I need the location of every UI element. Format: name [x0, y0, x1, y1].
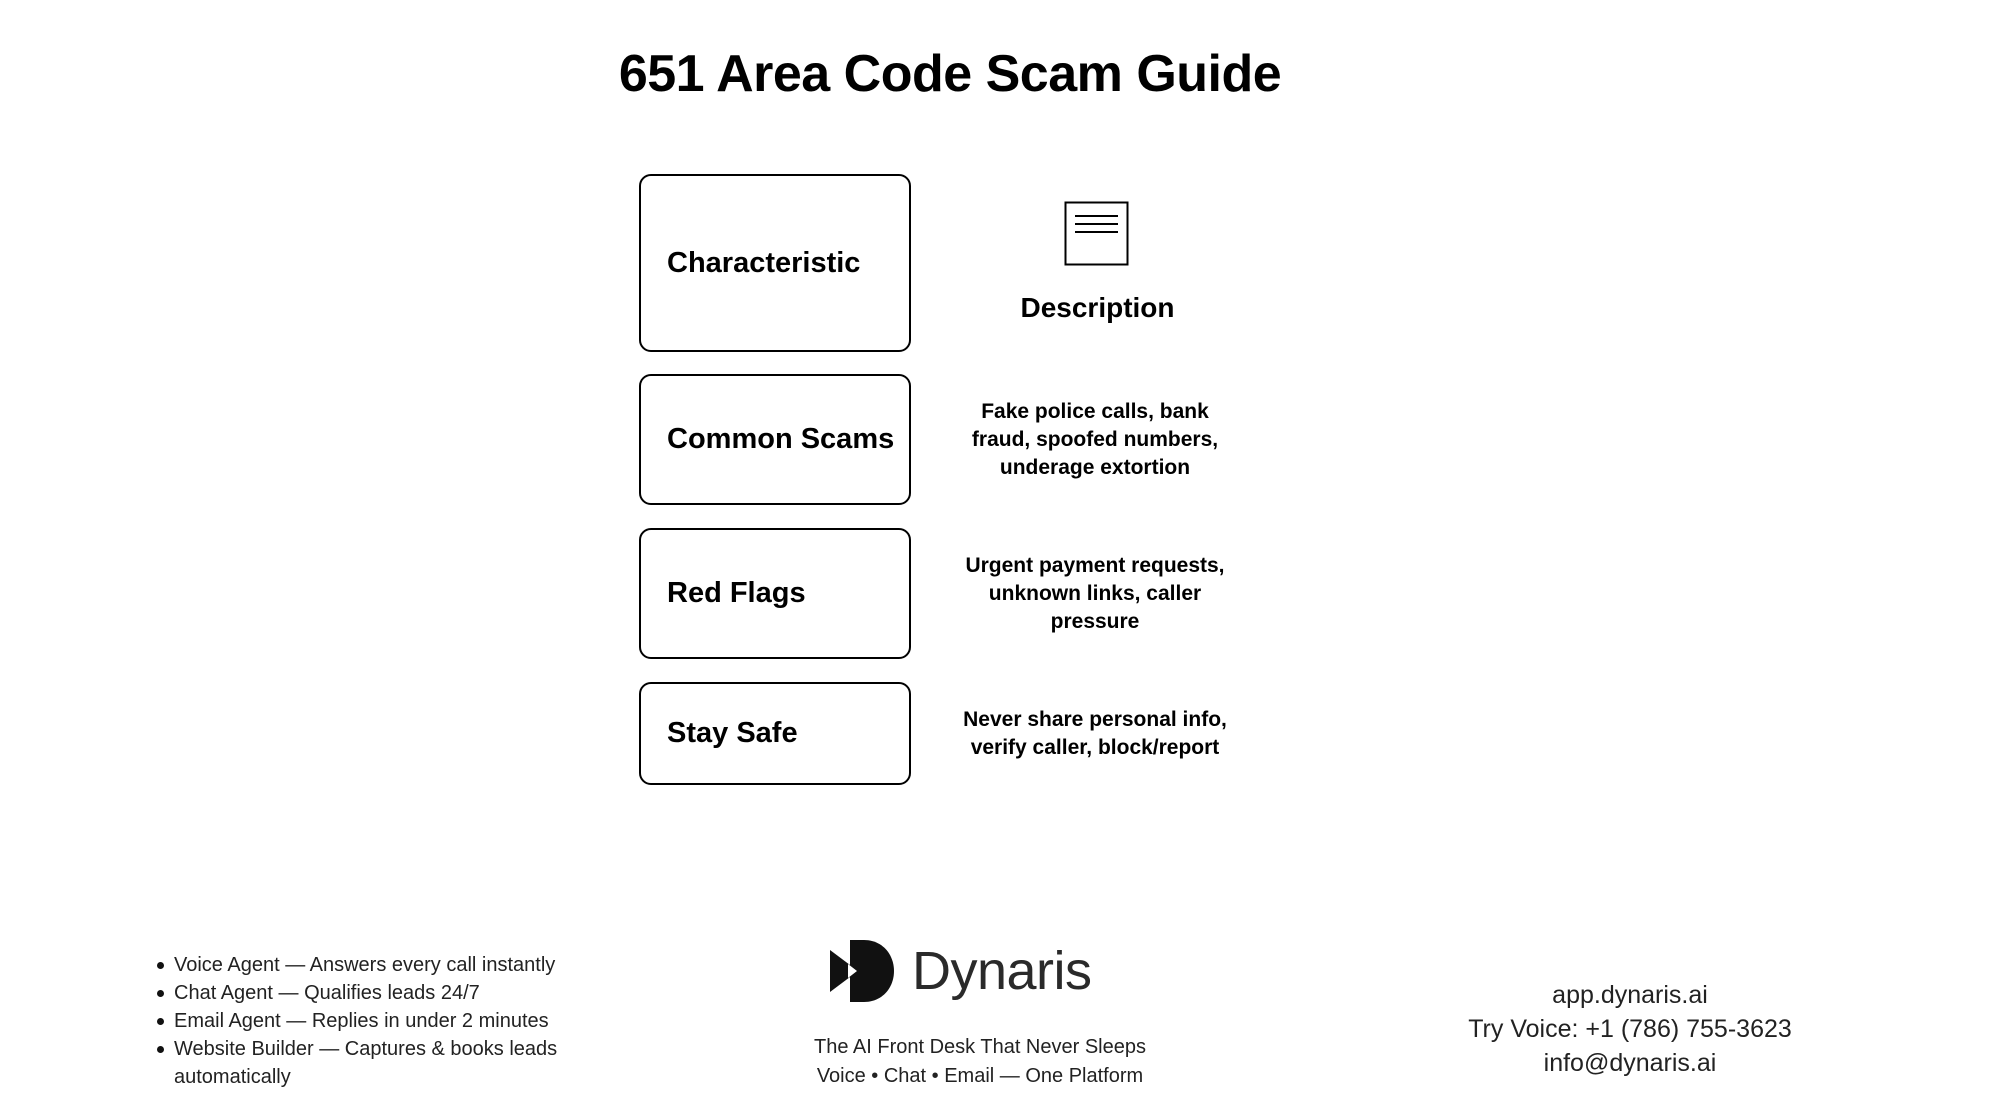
row-common-scams-label: Common Scams: [667, 423, 895, 455]
row-stay-safe-box: [639, 682, 911, 785]
description-line: verify caller, block/report: [970, 736, 1220, 759]
contact-info: [1430, 978, 1830, 1080]
feature-item-email: Email Agent — Replies in under 2 minutes: [153, 1007, 623, 1035]
row-common-scams-description: [945, 398, 1245, 482]
dynaris-logo-icon: [828, 936, 898, 1006]
feature-item-chat: Chat Agent — Qualifies leads 24/7: [153, 979, 623, 1007]
tagline-line: Voice • Chat • Email — One Platform: [816, 1065, 1144, 1087]
description-line: fraud, spoofed numbers,: [971, 428, 1219, 451]
contact-website[interactable]: app.dynaris.ai: [1552, 981, 1708, 1009]
contact-email[interactable]: info@dynaris.ai: [1543, 1049, 1717, 1077]
document-icon: [1064, 201, 1129, 266]
row-red-flags-box: [639, 528, 911, 659]
contact-phone[interactable]: Try Voice: +1 (786) 755-3623: [1468, 1015, 1792, 1043]
description-line: pressure: [1050, 610, 1140, 633]
brand-logo: [828, 936, 1092, 1006]
header-characteristic-label: Characteristic: [667, 246, 861, 279]
row-stay-safe-label: Stay Safe: [667, 717, 798, 749]
row-common-scams-box: [639, 374, 911, 505]
header-characteristic-box: [639, 174, 911, 352]
brand-name: Dynaris: [912, 941, 1092, 1001]
description-line: Never share personal info,: [963, 708, 1227, 731]
header-description-label: Description: [1020, 292, 1175, 323]
row-red-flags-label: Red Flags: [667, 577, 806, 609]
row-red-flags-description: [945, 552, 1245, 636]
row-stay-safe-description: [945, 706, 1245, 762]
tagline-line: The AI Front Desk That Never Sleeps: [813, 1036, 1146, 1058]
feature-list: [153, 951, 623, 1091]
description-line: Urgent payment requests,: [965, 554, 1225, 577]
description-line: unknown links, caller: [988, 582, 1202, 605]
description-line: Fake police calls, bank: [981, 400, 1209, 423]
page-title: 651 Area Code Scam Guide: [618, 45, 1282, 103]
brand-tagline: [760, 1033, 1200, 1091]
feature-item-voice: Voice Agent — Answers every call instantly: [153, 951, 623, 979]
description-line: underage extortion: [999, 456, 1191, 479]
feature-item-website: Website Builder — Captures & books leads automatically: [153, 1035, 623, 1091]
